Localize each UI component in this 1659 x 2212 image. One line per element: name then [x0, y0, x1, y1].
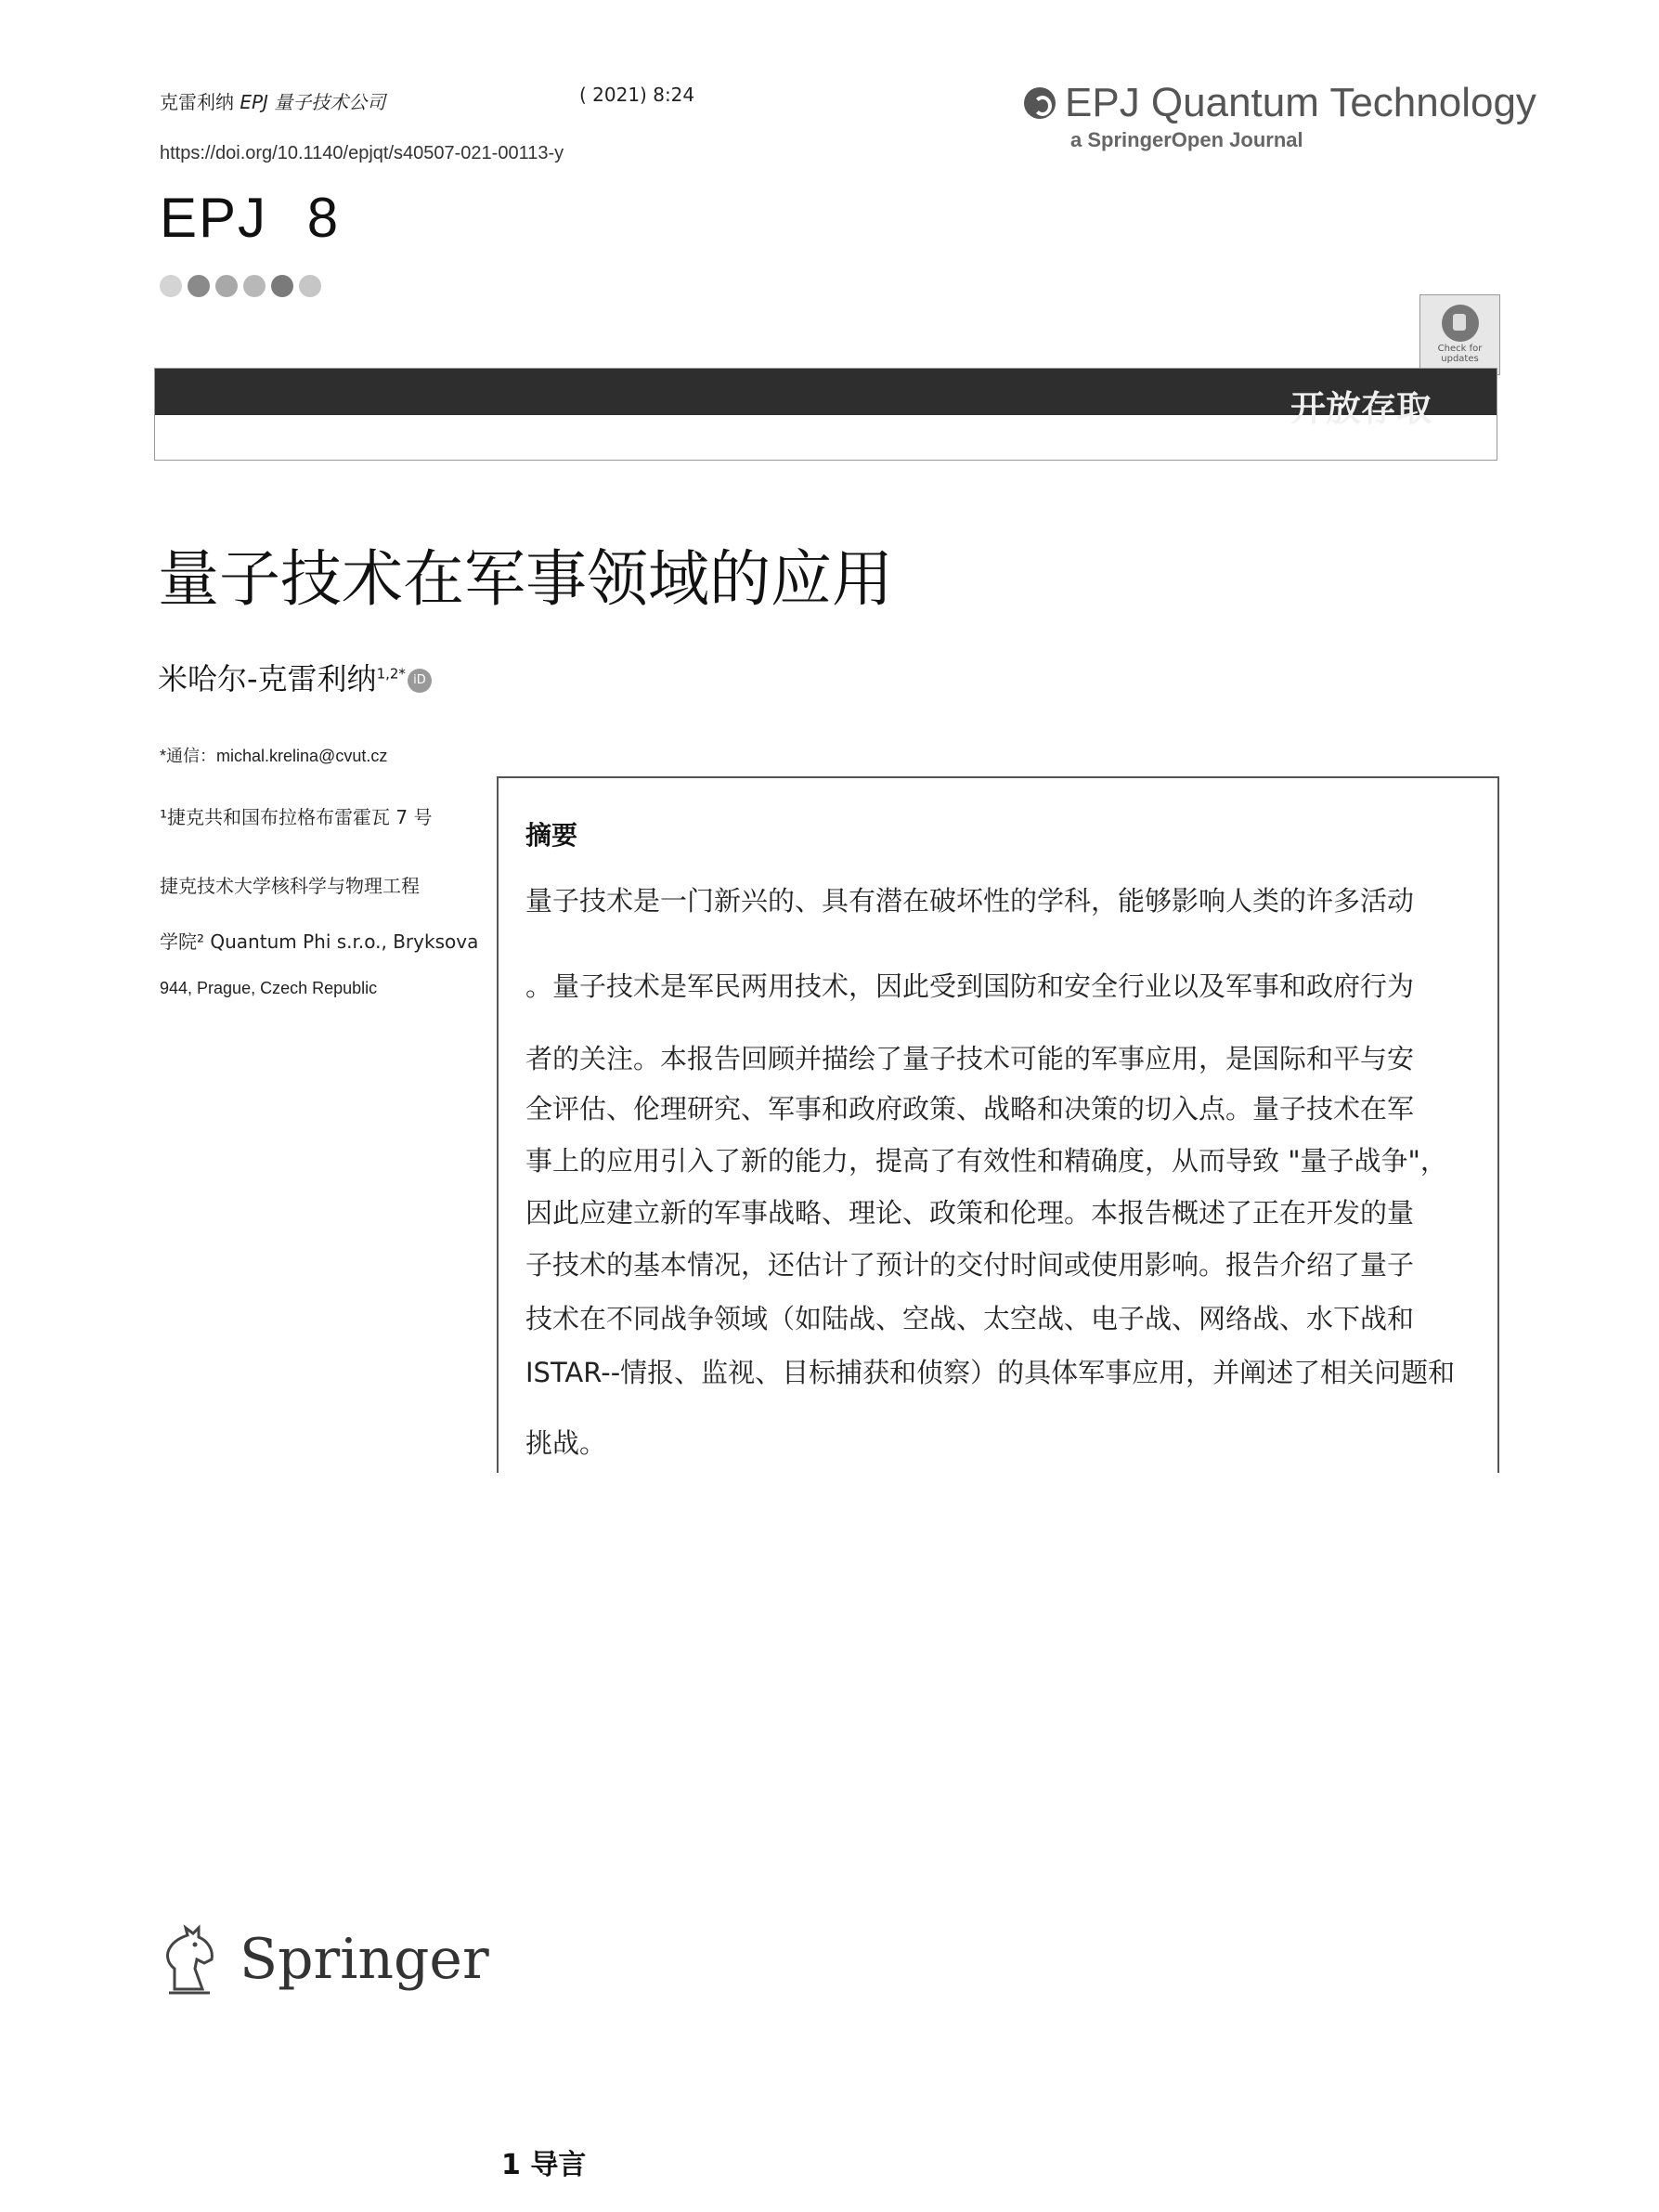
author-name[interactable]: 米哈尔-克雷利纳	[158, 661, 377, 696]
citation-journal: EPJ 量子技术公司	[240, 91, 386, 113]
springer-logo	[158, 1922, 489, 1997]
open-access-banner	[154, 368, 1497, 461]
dot-icon	[188, 275, 210, 297]
journal-subtitle: a SpringerOpen Journal	[1070, 128, 1303, 151]
doi-link[interactable]: https://doi.org/10.1140/epjqt/s40507-021-00113-y	[160, 143, 564, 163]
abstract-line: 。量子技术是军民两用技术，因此受到国防和安全行业以及军事和政府行为	[525, 970, 1415, 1002]
check-for-updates-button[interactable]	[1419, 294, 1500, 375]
dot-icon	[243, 275, 266, 297]
dot-icon	[271, 275, 293, 297]
author-line	[158, 656, 432, 698]
affiliation-line: 944, Prague, Czech Republic	[160, 979, 378, 997]
abstract-line: 子技术的基本情况，还估计了预计的交付时间或使用影响。报告介绍了量子	[525, 1249, 1415, 1281]
check-updates-label-2: updates	[1441, 354, 1479, 364]
affiliation-line: 学院² Quantum Phi s.r.o., Bryksova	[160, 930, 479, 953]
citation-line	[160, 87, 385, 114]
publisher-name: Springer	[240, 1927, 489, 1992]
orcid-icon[interactable]: iD	[408, 669, 432, 693]
springer-horse-icon	[158, 1922, 223, 1997]
journal-logo	[1024, 80, 1536, 152]
section-heading: 1 导言	[501, 2149, 587, 2181]
abstract-line: 量子技术是一门新兴的、具有潜在破坏性的学科，能够影响人类的许多活动	[525, 885, 1415, 917]
citation-authors: 克雷利纳	[160, 91, 240, 113]
dot-icon	[215, 275, 238, 297]
article-title: 量子技术在军事领域的应用	[158, 543, 893, 615]
affiliation-line: 捷克技术大学核科学与物理工程	[160, 875, 420, 897]
abstract-line: 挑战。	[525, 1427, 607, 1459]
abstract-line: 技术在不同战争领域（如陆战、空战、太空战、电子战、网络战、水下战和	[525, 1303, 1415, 1334]
citation-year: ( 2021) 8:24	[579, 84, 695, 106]
abstract-line: ISTAR--情报、监视、目标捕获和侦察）的具体军事应用，并阐述了相关问题和	[525, 1357, 1456, 1388]
abstract-line: 因此应建立新的军事战略、理论、政策和伦理。本报告概述了正在开发的量	[525, 1197, 1415, 1229]
open-access-label: 开放存取	[1290, 388, 1432, 429]
journal-title: EPJ Quantum Technology	[1065, 80, 1536, 125]
abstract-line: 者的关注。本报告回顾并描绘了量子技术可能的军事应用，是国际和平与安	[525, 1043, 1415, 1074]
dot-icon	[299, 275, 321, 297]
affiliation-line: ¹捷克共和国布拉格布雷霍瓦 7 号	[160, 806, 433, 828]
abstract-line: 全评估、伦理研究、军事和政府政策、战略和决策的切入点。量子技术在军	[525, 1093, 1415, 1125]
correspondence: *通信：michal.krelina@cvut.cz	[160, 747, 388, 765]
bookmark-icon	[1442, 305, 1479, 342]
journal-abbrev: EPJ 8	[160, 187, 341, 249]
dot-icon	[160, 275, 182, 297]
author-affiliation-marks: 1,2*	[376, 665, 406, 683]
decorative-dots	[160, 275, 321, 297]
abstract-heading: 摘要	[525, 820, 578, 851]
check-updates-label-1: Check for	[1437, 344, 1483, 354]
abstract-line: 事上的应用引入了新的能力，提高了有效性和精确度，从而导致 "量子战争"，	[525, 1145, 1447, 1177]
epj-logo-icon	[1024, 87, 1056, 119]
